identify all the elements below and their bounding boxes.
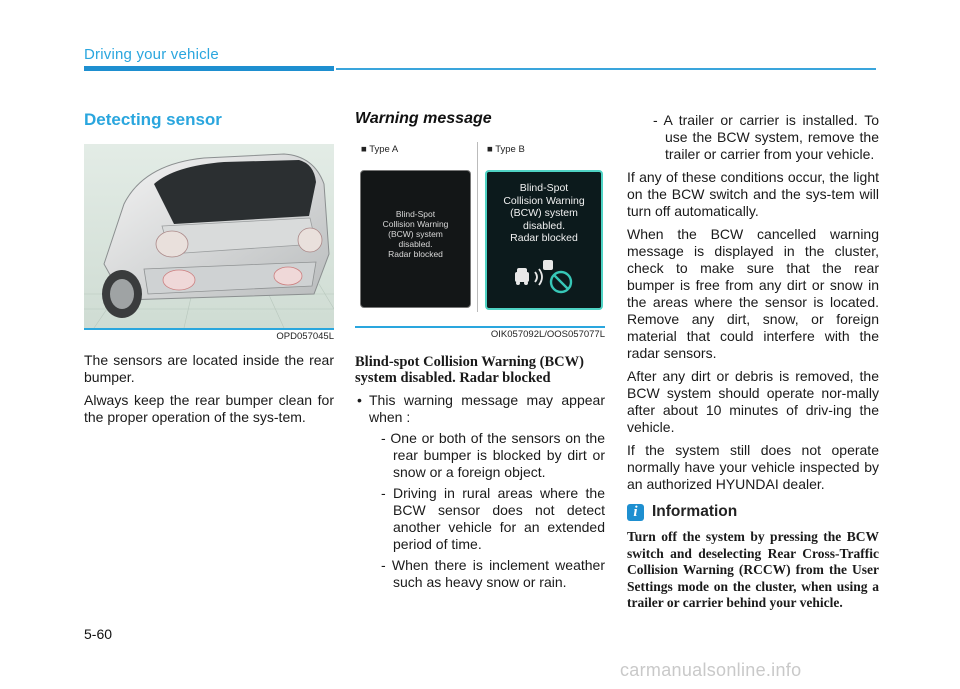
figure-code: OPD057045L xyxy=(276,331,334,342)
screen-line: Radar blocked xyxy=(388,249,443,259)
paragraph: If any of these conditions occur, the light on the BCW switch and the sys-tem will turn off automatically. xyxy=(627,169,879,219)
dash-item: - Driving in rural areas where the BCW sensor does not detect another vehicle for an extended period of time. xyxy=(381,485,605,552)
info-icon: i xyxy=(627,504,644,521)
watermark: carmanualsonline.info xyxy=(620,660,802,680)
dash-item: - When there is inclement weather such as heavy snow or rain. xyxy=(381,557,605,590)
header-bar xyxy=(84,66,334,71)
screen-line: Collision Warning xyxy=(503,194,585,207)
sensor-figure xyxy=(84,144,334,342)
screen-line: disabled. xyxy=(522,219,566,232)
radar-blocked-icon xyxy=(509,258,579,298)
paragraph: The sensors are located inside the rear bumper. xyxy=(84,352,334,385)
screen-line: Blind-Spot xyxy=(519,182,569,194)
panel-divider xyxy=(477,142,478,312)
left-column xyxy=(84,108,334,432)
screen-line: (BCW) system xyxy=(388,229,443,239)
information-heading: Information xyxy=(652,503,738,520)
screen-line: Collision Warning xyxy=(382,219,449,229)
message-title: Blind-spot Collision Warning (BCW) system disabled. Radar blocked xyxy=(355,354,584,386)
dash-item: - One or both of the sensors on the rear bumper is blocked by dirt or snow or a foreign object. xyxy=(381,430,605,480)
screen-line: disabled. xyxy=(398,239,433,249)
paragraph: After any dirt or debris is removed, the BCW system should operate nor-mally after about 10 minutes of driv-ing the vehicle. xyxy=(627,368,879,435)
list-item: • This warning message may appear when : xyxy=(355,392,605,426)
cluster-figure xyxy=(355,140,605,340)
paragraph: If the system still does not operate normally have your vehicle inspected by an authorized HYUNDAI dealer. xyxy=(627,442,879,492)
cluster-panels xyxy=(355,140,605,326)
page-number: 5-60 xyxy=(84,626,113,642)
right-column xyxy=(627,108,879,612)
paragraph: When the BCW cancelled warning message is displayed in the cluster, check to make sure that the rear bumper is free from any dirt or snow in the areas where the sensor is located. Remove any dirt, snow, or foreign material that could interfere with the radar sensors. xyxy=(627,226,879,361)
dash-item: - A trailer or carrier is installed. To use the BCW system, remove the trailer or carrier from your vehicle. xyxy=(653,112,879,162)
screen-line: Radar blocked xyxy=(510,232,578,244)
car-rear-illustration xyxy=(84,144,334,328)
warning-message-heading: Warning message xyxy=(355,110,492,127)
information-text: Turn off the system by pressing the BCW switch and deselecting Rear Cross-Traffic Collision Warning (RCCW) from the User Settings mode on the cluster, when using a trailer or carrier behind your vehicle. xyxy=(627,529,879,610)
type-a-label: ■ Type A xyxy=(361,144,399,155)
conditions-list xyxy=(355,392,605,426)
section-header-label: Driving your vehicle xyxy=(84,46,219,63)
type-b-screen xyxy=(485,170,603,310)
car-rear-image xyxy=(84,144,334,328)
screen-line: Blind-Spot xyxy=(395,209,436,219)
type-a-screen xyxy=(360,170,471,308)
header-rule xyxy=(336,68,876,70)
screen-line: (BCW) system xyxy=(510,207,578,219)
middle-column xyxy=(355,108,605,591)
type-b-label: ■ Type B xyxy=(487,144,525,155)
paragraph: Always keep the rear bumper clean for the proper operation of the sys-tem. xyxy=(84,392,334,425)
detecting-sensor-heading: Detecting sensor xyxy=(84,110,222,129)
figure-code: OIK057092L/OOS057077L xyxy=(490,329,605,340)
information-header xyxy=(627,503,879,521)
